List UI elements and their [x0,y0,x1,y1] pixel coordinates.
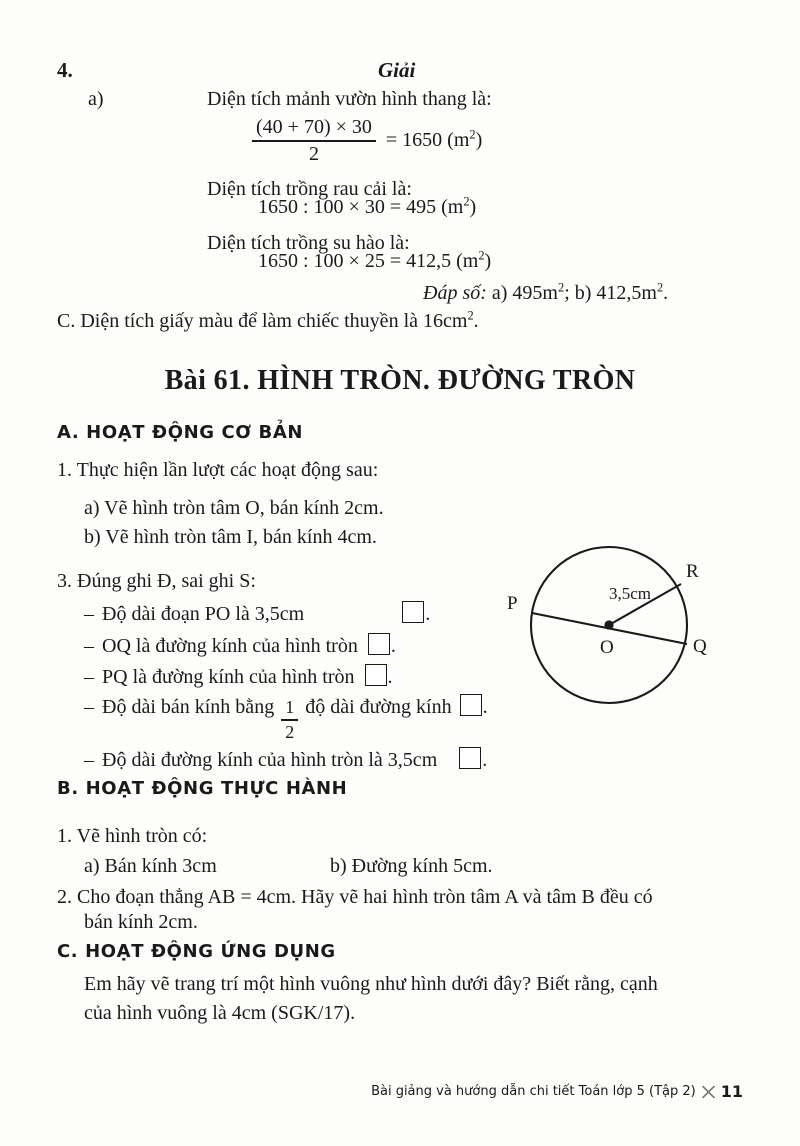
footer-text: Bài giảng và hướng dẫn chi tiết Toán lớp 5 (Tập 2) [371,1084,696,1099]
half-fraction-bar [281,719,298,721]
check-statement-3-text: PQ là đường kính của hình tròn [102,666,355,688]
section-a-item-1: 1. Thực hiện lần lượt các hoạt động sau: [57,459,379,481]
point-label-q: Q [693,636,707,657]
check-statement-5 [84,744,487,772]
fraction-result-text: = 1650 (m [385,129,470,152]
solution-line-C-end: . [473,310,479,332]
trapezoid-area-formula [252,116,482,166]
section-b-item-1a: a) Bán kính 3cm [84,855,217,877]
check-period-2: . [390,635,396,657]
list-dash: – [84,635,94,657]
fraction-result-unit: 2 [469,127,476,142]
answer-line [423,282,668,305]
calculation-2-end: ) [484,250,492,272]
section-a-item-3: 3. Đúng ghi Đ, sai ghi S: [57,570,256,592]
answer-checkbox-4[interactable] [460,694,482,716]
check-statement-2-text: OQ là đường kính của hình tròn [102,635,358,657]
fraction-result [386,129,482,152]
answer-label: Đáp số: [423,282,487,304]
check-statement-4-text-after: độ dài đường kính [305,696,452,718]
check-statement-4 [84,691,488,743]
calculation-2-unit: 2 [478,248,485,263]
solution-line-C-unit: 2 [467,308,474,323]
exercise-number: 4. [57,58,73,82]
point-label-p: P [507,593,518,614]
section-heading-a: A. HOẠT ĐỘNG CƠ BẢN [57,422,304,443]
check-statement-1 [84,598,430,626]
calculation-2-text: 1650 : 100 × 25 = 412,5 (m [258,250,479,272]
section-b-item-2-continued: bán kính 2cm. [84,911,198,933]
fraction-bar [252,140,376,142]
answer-checkbox-1[interactable] [402,601,424,623]
check-statement-4-text-before: Độ dài bán kính bằng [102,696,275,718]
section-b-item-2: 2. Cho đoạn thẳng AB = 4cm. Hãy vẽ hai hình tròn tâm A và tâm B đều có [57,886,653,908]
check-period-1: . [425,603,431,625]
calculation-1 [258,196,476,219]
radius-measure-label: 3,5cm [609,584,652,603]
check-statement-3 [84,661,393,689]
section-heading-c: C. HOẠT ĐỘNG ỨNG DỤNG [57,941,336,962]
solution-line-C-text: C. Diện tích giấy màu để làm chiếc thuyền là 16cm [57,310,468,332]
center-label-o: O [600,637,614,658]
section-a-item-1b: b) Vẽ hình tròn tâm I, bán kính 4cm. [84,526,377,548]
answer-b-unit: 2 [656,280,664,295]
check-period-5: . [482,749,488,771]
fraction-result-end: ) [475,129,483,152]
check-statement-5-text: Độ dài đường kính của hình tròn là 3,5cm [102,749,438,771]
calculation-2 [258,250,491,273]
one-half-fraction [281,697,298,743]
calculation-1-end: ) [469,196,477,218]
fraction [252,116,376,166]
section-b-item-1b: b) Đường kính 5cm. [330,855,493,877]
check-period-3: . [387,666,393,688]
check-period-4: . [482,696,488,718]
list-dash: – [84,666,94,688]
section-heading-b: B. HOẠT ĐỘNG THỰC HÀNH [57,778,348,799]
page-number: 11 [720,1082,743,1101]
answer-a: a) 495m [486,282,558,304]
list-dash: – [84,603,94,625]
solution-heading: Giải [378,58,416,82]
check-statement-1-text: Độ dài đoạn PO là 3,5cm [102,603,305,625]
answer-end: . [663,282,669,304]
list-dash: – [84,696,94,718]
ornament-icon [702,1086,715,1098]
page-footer [371,1082,743,1101]
fraction-denominator: 2 [308,142,319,165]
answer-a-unit: 2 [557,280,565,295]
center-point-dot [604,620,613,629]
half-numerator: 1 [285,697,295,717]
answer-b: ; b) 412,5m [564,282,657,304]
answer-checkbox-2[interactable] [368,633,390,655]
half-denominator: 2 [285,721,295,742]
answer-checkbox-5[interactable] [459,747,481,769]
lesson-title: Bài 61. HÌNH TRÒN. ĐƯỜNG TRÒN [164,365,636,396]
circle-diagram-svg [487,527,767,742]
section-b-item-1: 1. Vẽ hình tròn có: [57,825,208,847]
solution-line-3: Diện tích trồng su hào là: [207,232,410,254]
section-a-item-1a: a) Vẽ hình tròn tâm O, bán kính 2cm. [84,497,384,519]
section-c-line-1: Em hãy vẽ trang trí một hình vuông như hình dưới đây? Biết rằng, cạnh [84,973,658,995]
point-label-r: R [686,561,699,582]
calculation-1-text: 1650 : 100 × 30 = 495 (m [258,196,464,218]
solution-line-C [57,310,479,333]
solution-line-2: Diện tích trồng rau cải là: [207,178,412,200]
fraction-numerator: (40 + 70) × 30 [256,116,372,138]
answer-checkbox-3[interactable] [365,664,387,686]
solution-line-1: Diện tích mảnh vườn hình thang là: [207,88,492,110]
list-dash: – [84,749,94,771]
check-statement-2 [84,630,396,658]
circle-diagram [487,527,767,742]
part-a-label: a) [88,88,104,110]
calculation-1-unit: 2 [463,194,470,209]
section-c-line-2: của hình vuông là 4cm (SGK/17). [84,1002,356,1024]
